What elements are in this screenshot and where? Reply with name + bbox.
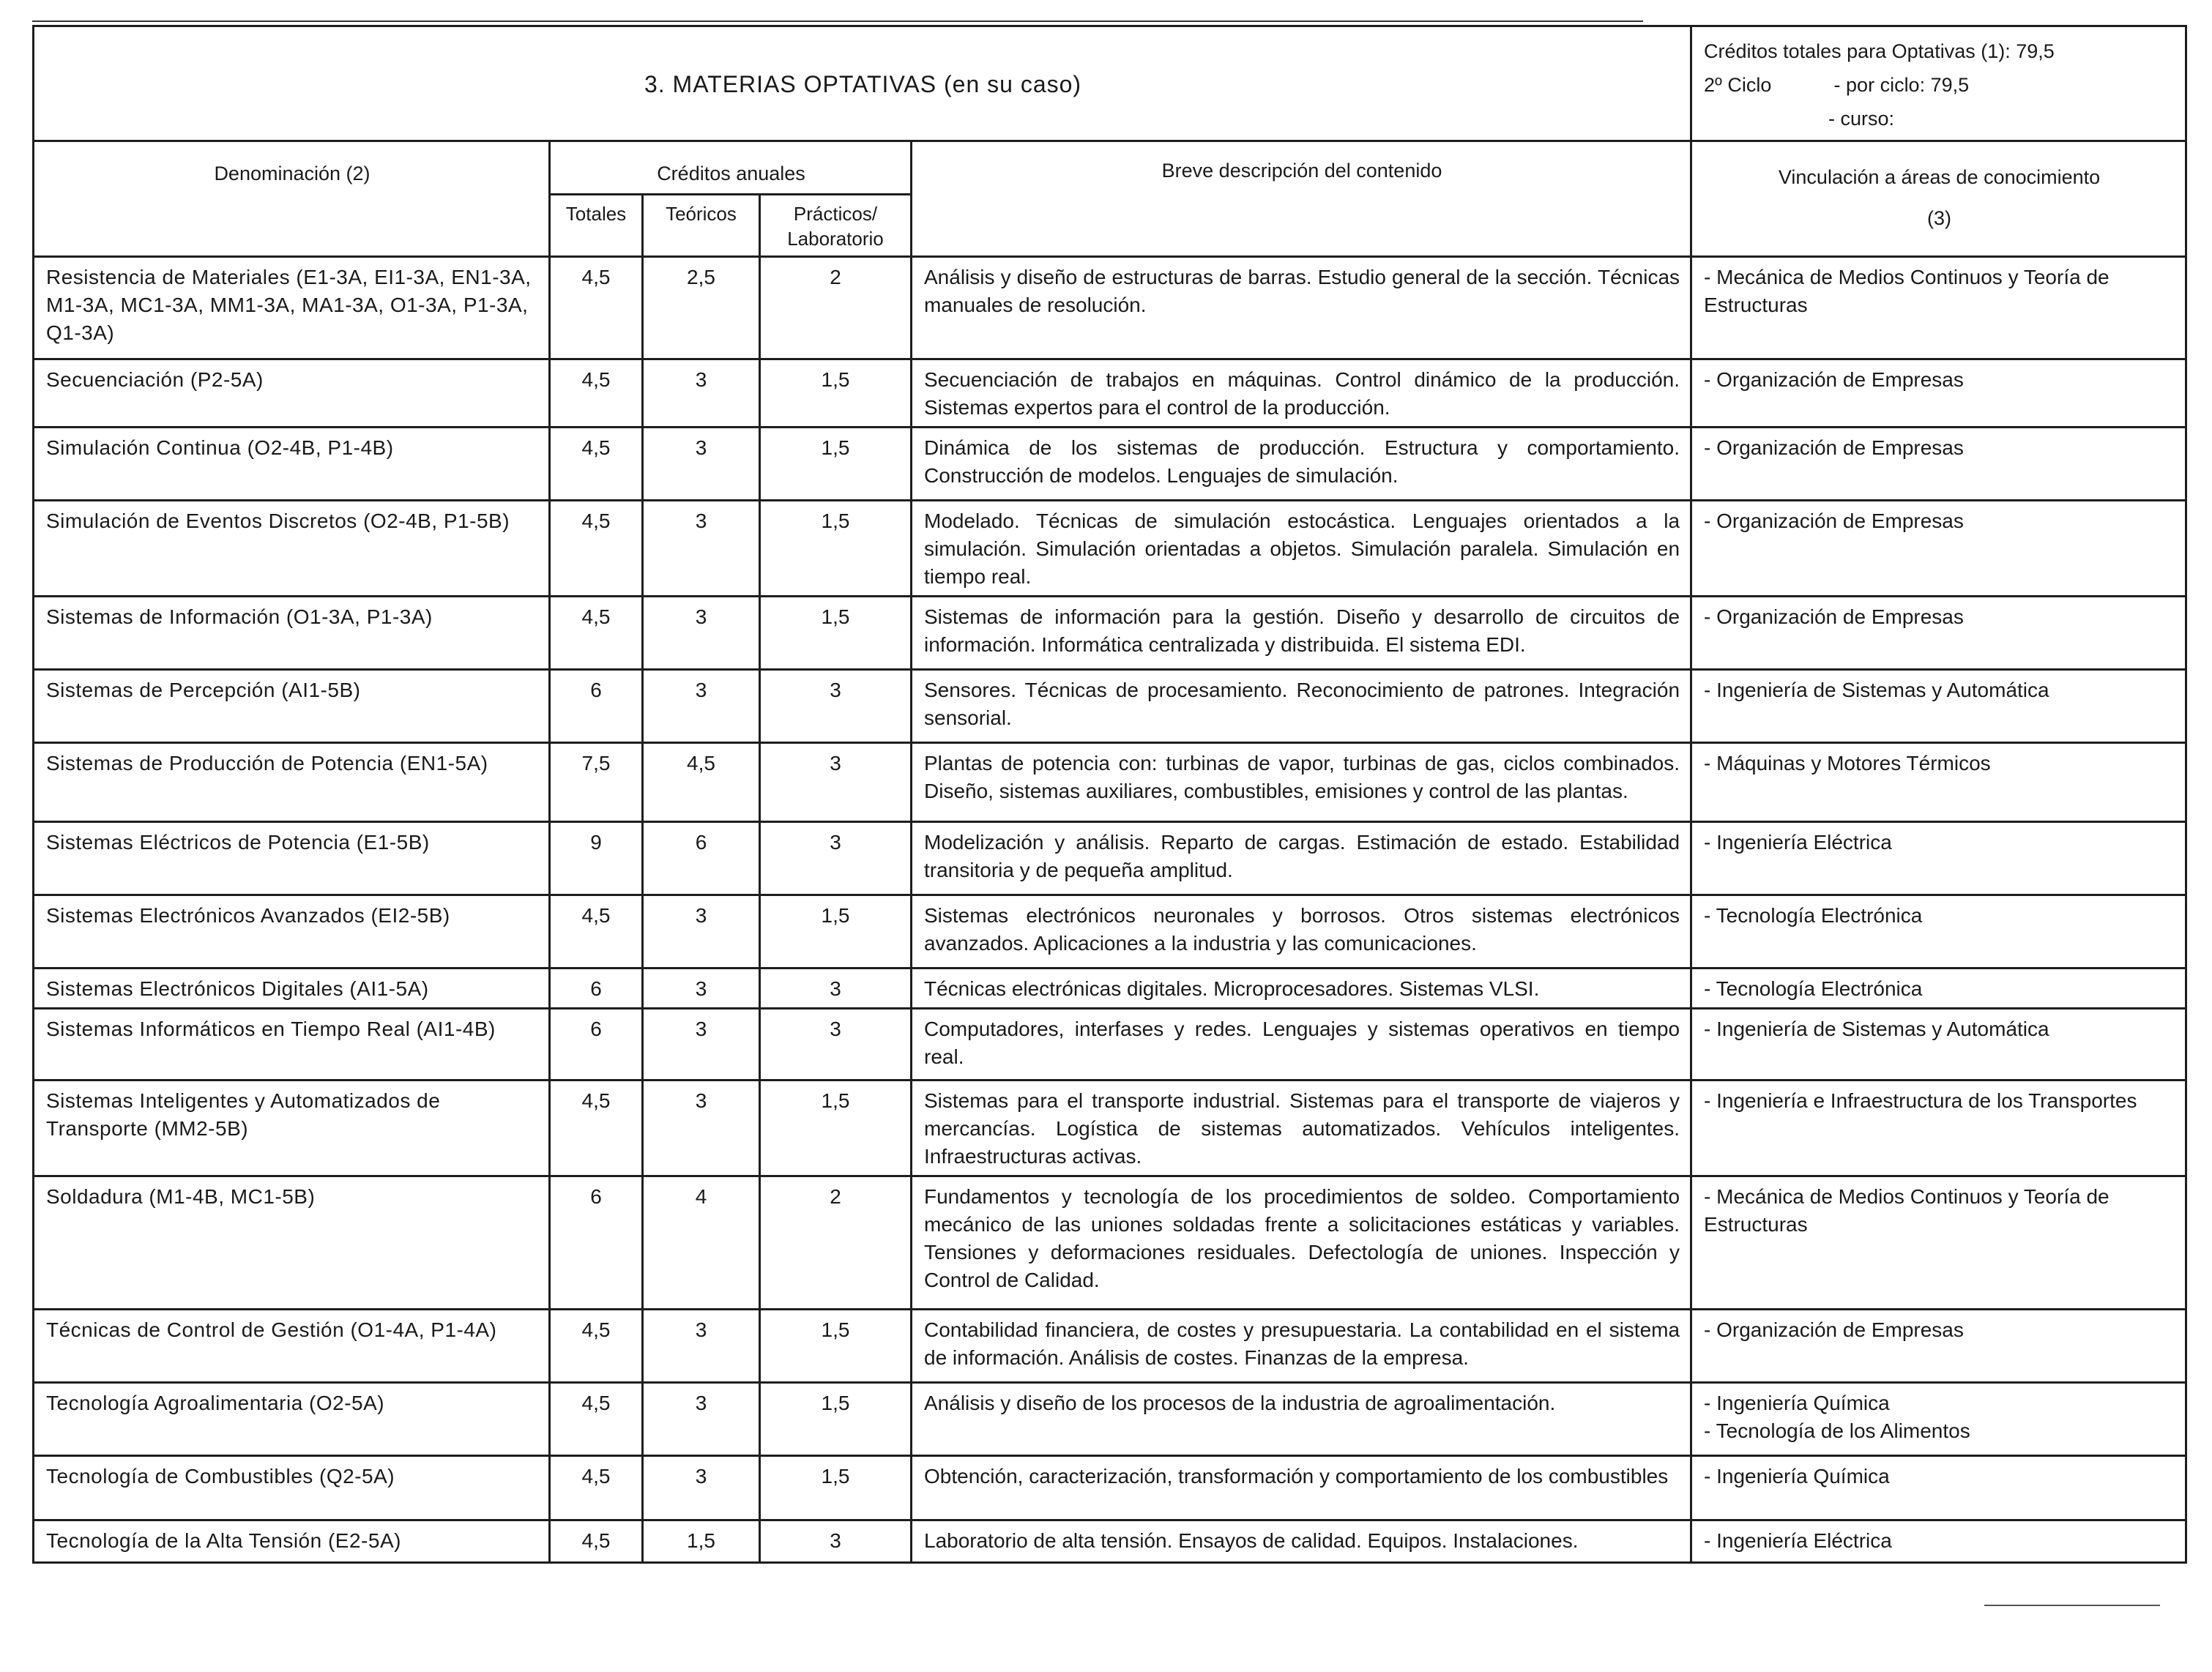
subject-name: Tecnología Agroalimentaria (O2-5A) — [34, 1383, 550, 1456]
credits-theory: 3 — [643, 1456, 760, 1520]
subject-name: Soldadura (M1-4B, MC1-5B) — [34, 1176, 550, 1310]
credits-summary — [1691, 26, 2186, 141]
credits-practical: 1,5 — [760, 1081, 912, 1176]
knowledge-areas: - Ingeniería Eléctrica — [1691, 822, 2186, 895]
header-row — [34, 141, 2186, 195]
credits-total: 4,5 — [550, 1456, 643, 1520]
knowledge-areas: - Mecánica de Medios Continuos y Teoría de Estructuras — [1691, 257, 2186, 359]
credits-total: 4,5 — [550, 895, 643, 969]
credits-theory: 3 — [643, 501, 760, 597]
credits-practical: 1,5 — [760, 597, 912, 670]
subject-name: Sistemas Informáticos en Tiempo Real (AI1-4B) — [34, 1009, 550, 1081]
table-row — [34, 257, 2186, 359]
section-title: 3. MATERIAS OPTATIVAS (en su caso) — [34, 26, 1691, 141]
header-description: Breve descripción del contenido — [912, 141, 1691, 257]
table-row — [34, 1081, 2186, 1176]
table-row — [34, 743, 2186, 822]
knowledge-areas: - Ingeniería de Sistemas y Automática — [1691, 670, 2186, 743]
knowledge-areas: - Mecánica de Medios Continuos y Teoría de Estructuras — [1691, 1176, 2186, 1310]
subject-name: Secuenciación (P2-5A) — [34, 359, 550, 428]
credits-theory: 2,5 — [643, 257, 760, 359]
subject-name: Tecnología de la Alta Tensión (E2-5A) — [34, 1520, 550, 1563]
subject-description: Obtención, caracterización, transformación y comportamiento de los combustibles — [912, 1456, 1691, 1520]
subject-description: Análisis y diseño de los procesos de la industria de agroalimentación. — [912, 1383, 1691, 1456]
credits-total: 4,5 — [550, 501, 643, 597]
knowledge-areas: - Organización de Empresas — [1691, 501, 2186, 597]
credits-theory: 3 — [643, 1383, 760, 1456]
credits-practical: 1,5 — [760, 359, 912, 428]
credits-practical: 1,5 — [760, 1456, 912, 1520]
credits-total: 6 — [550, 1009, 643, 1081]
subject-name: Sistemas de Información (O1-3A, P1-3A) — [34, 597, 550, 670]
subject-name: Técnicas de Control de Gestión (O1-4A, P1-4A) — [34, 1310, 550, 1383]
header-credits: Créditos anuales — [550, 141, 912, 195]
top-edge-rule — [32, 20, 1643, 22]
credits-theory: 3 — [643, 670, 760, 743]
credits-theory: 3 — [643, 1009, 760, 1081]
credits-total: 6 — [550, 670, 643, 743]
credits-practical: 3 — [760, 670, 912, 743]
subject-description: Sistemas de información para la gestión. Diseño y desarrollo de circuitos de información. Informática centralizada y distribuida. El sistema EDI. — [912, 597, 1691, 670]
credits-practical: 1,5 — [760, 501, 912, 597]
credits-theory: 3 — [643, 1310, 760, 1383]
credits-total: 4,5 — [550, 1081, 643, 1176]
header-theory: Teóricos — [643, 195, 760, 257]
credits-total: 4,5 — [550, 597, 643, 670]
credits-theory: 3 — [643, 359, 760, 428]
table-row — [34, 895, 2186, 969]
subject-description: Sensores. Técnicas de procesamiento. Reconocimiento de patrones. Integración sensorial. — [912, 670, 1691, 743]
table-row — [34, 501, 2186, 597]
credits-practical: 2 — [760, 1176, 912, 1310]
table-row — [34, 822, 2186, 895]
credits-total: 4,5 — [550, 1383, 643, 1456]
credits-theory: 3 — [643, 1081, 760, 1176]
table-row — [34, 1456, 2186, 1520]
table-row — [34, 1176, 2186, 1310]
credits-per-cycle: - por ciclo: 79,5 — [1833, 74, 1970, 96]
subject-description: Modelización y análisis. Reparto de cargas. Estimación de estado. Estabilidad transitoria y de pequeña amplitud. — [912, 822, 1691, 895]
credits-total: 4,5 — [550, 1520, 643, 1563]
subject-description: Plantas de potencia con: turbinas de vapor, turbinas de gas, ciclos combinados. Diseño, sistemas auxiliares, combustibles, emisiones y control de las plantas. — [912, 743, 1691, 822]
subject-description: Técnicas electrónicas digitales. Microprocesadores. Sistemas VLSI. — [912, 969, 1691, 1009]
knowledge-areas: - Ingeniería Química - Tecnología de los Alimentos — [1691, 1383, 2186, 1456]
credits-theory: 1,5 — [643, 1520, 760, 1563]
credits-theory: 4 — [643, 1176, 760, 1310]
trailing-dash-rule — [1984, 1605, 2160, 1606]
credits-total: 4,5 — [550, 428, 643, 501]
table-row — [34, 1383, 2186, 1456]
credits-practical: 1,5 — [760, 895, 912, 969]
table-row — [34, 597, 2186, 670]
credits-per-course: - curso: — [1828, 108, 1895, 130]
subject-description: Dinámica de los sistemas de producción. Estructura y comportamiento. Construcción de modelos. Lenguajes de simulación. — [912, 428, 1691, 501]
credits-theory: 3 — [643, 895, 760, 969]
subject-description: Laboratorio de alta tensión. Ensayos de calidad. Equipos. Instalaciones. — [912, 1520, 1691, 1563]
knowledge-areas: - Tecnología Electrónica — [1691, 969, 2186, 1009]
table-row — [34, 359, 2186, 428]
table-row — [34, 969, 2186, 1009]
credits-total: 4,5 — [550, 257, 643, 359]
subject-description: Modelado. Técnicas de simulación estocástica. Lenguajes orientados a la simulación. Simulación orientadas a objetos. Simulación paralela. Simulación en tiempo real. — [912, 501, 1691, 597]
subject-name: Simulación Continua (O2-4B, P1-4B) — [34, 428, 550, 501]
credits-theory: 3 — [643, 428, 760, 501]
credits-practical: 3 — [760, 1520, 912, 1563]
credits-practical: 2 — [760, 257, 912, 359]
knowledge-areas: - Ingeniería de Sistemas y Automática — [1691, 1009, 2186, 1081]
optional-subjects-table — [32, 25, 2187, 1564]
credits-practical: 3 — [760, 822, 912, 895]
credits-total: 7,5 — [550, 743, 643, 822]
credits-total: 6 — [550, 969, 643, 1009]
header-total: Totales — [550, 195, 643, 257]
credits-practical: 3 — [760, 1009, 912, 1081]
subject-name: Simulación de Eventos Discretos (O2-4B, P1-5B) — [34, 501, 550, 597]
subject-name: Sistemas de Producción de Potencia (EN1-5A) — [34, 743, 550, 822]
subject-name: Sistemas de Percepción (AI1-5B) — [34, 670, 550, 743]
subject-description: Análisis y diseño de estructuras de barras. Estudio general de la sección. Técnicas manuales de resolución. — [912, 257, 1691, 359]
subject-description: Contabilidad financiera, de costes y presupuestaria. La contabilidad en el sistema de información. Análisis de costes. Finanzas de la empresa. — [912, 1310, 1691, 1383]
credits-theory: 6 — [643, 822, 760, 895]
subject-description: Sistemas electrónicos neuronales y borrosos. Otros sistemas electrónicos avanzados. Aplicaciones a la industria y las comunicaciones. — [912, 895, 1691, 969]
subject-description: Sistemas para el transporte industrial. Sistemas para el transporte de viajeros y mercancías. Logística de sistemas automatizados. Vehículos inteligentes. Infraestructuras activas. — [912, 1081, 1691, 1176]
header-areas-note: (3) — [1927, 207, 1952, 229]
header-practical: Prácticos/ Laboratorio — [760, 195, 912, 257]
table-row — [34, 1009, 2186, 1081]
knowledge-areas: - Organización de Empresas — [1691, 1310, 2186, 1383]
header-areas-label: Vinculación a áreas de conocimiento — [1778, 166, 2101, 188]
table-row — [34, 1310, 2186, 1383]
credits-practical: 3 — [760, 743, 912, 822]
credits-practical: 1,5 — [760, 1310, 912, 1383]
credits-total-line: Créditos totales para Optativas (1): 79,5 — [1704, 40, 2055, 62]
subject-name: Resistencia de Materiales (E1-3A, EI1-3A, EN1-3A, M1-3A, MC1-3A, MM1-3A, MA1-3A, O1-3A, P1-3A, Q1-3A) — [34, 257, 550, 359]
credits-cycle-label: 2º Ciclo — [1704, 74, 1772, 96]
knowledge-areas: - Máquinas y Motores Térmicos — [1691, 743, 2186, 822]
subject-description: Secuenciación de trabajos en máquinas. Control dinámico de la producción. Sistemas expertos para el control de la producción. — [912, 359, 1691, 428]
knowledge-areas: - Organización de Empresas — [1691, 359, 2186, 428]
subject-name: Sistemas Electrónicos Digitales (AI1-5A) — [34, 969, 550, 1009]
subject-name: Tecnología de Combustibles (Q2-5A) — [34, 1456, 550, 1520]
table-row — [34, 670, 2186, 743]
header-areas — [1691, 141, 2186, 257]
knowledge-areas: - Organización de Empresas — [1691, 597, 2186, 670]
credits-practical: 1,5 — [760, 1383, 912, 1456]
subject-name: Sistemas Electrónicos Avanzados (EI2-5B) — [34, 895, 550, 969]
credits-theory: 3 — [643, 597, 760, 670]
credits-theory: 3 — [643, 969, 760, 1009]
title-row — [34, 26, 2186, 141]
credits-total: 4,5 — [550, 1310, 643, 1383]
credits-theory: 4,5 — [643, 743, 760, 822]
knowledge-areas: - Organización de Empresas — [1691, 428, 2186, 501]
knowledge-areas: - Tecnología Electrónica — [1691, 895, 2186, 969]
credits-practical: 3 — [760, 969, 912, 1009]
subject-name: Sistemas Eléctricos de Potencia (E1-5B) — [34, 822, 550, 895]
header-name: Denominación (2) — [34, 141, 550, 257]
table-row — [34, 428, 2186, 501]
credits-practical: 1,5 — [760, 428, 912, 501]
credits-total: 9 — [550, 822, 643, 895]
subject-description: Fundamentos y tecnología de los procedimientos de soldeo. Comportamiento mecánico de las uniones soldadas frente a solicitaciones estáticas y variables. Tensiones y deformaciones residuales. Defectología de uniones. Inspección y Control de Calidad. — [912, 1176, 1691, 1310]
subject-name: Sistemas Inteligentes y Automatizados de Transporte (MM2-5B) — [34, 1081, 550, 1176]
subject-description: Computadores, interfases y redes. Lenguajes y sistemas operativos en tiempo real. — [912, 1009, 1691, 1081]
knowledge-areas: - Ingeniería Eléctrica — [1691, 1520, 2186, 1563]
credits-total: 4,5 — [550, 359, 643, 428]
knowledge-areas: - Ingeniería e Infraestructura de los Transportes — [1691, 1081, 2186, 1176]
table-row — [34, 1520, 2186, 1563]
credits-total: 6 — [550, 1176, 643, 1310]
knowledge-areas: - Ingeniería Química — [1691, 1456, 2186, 1520]
